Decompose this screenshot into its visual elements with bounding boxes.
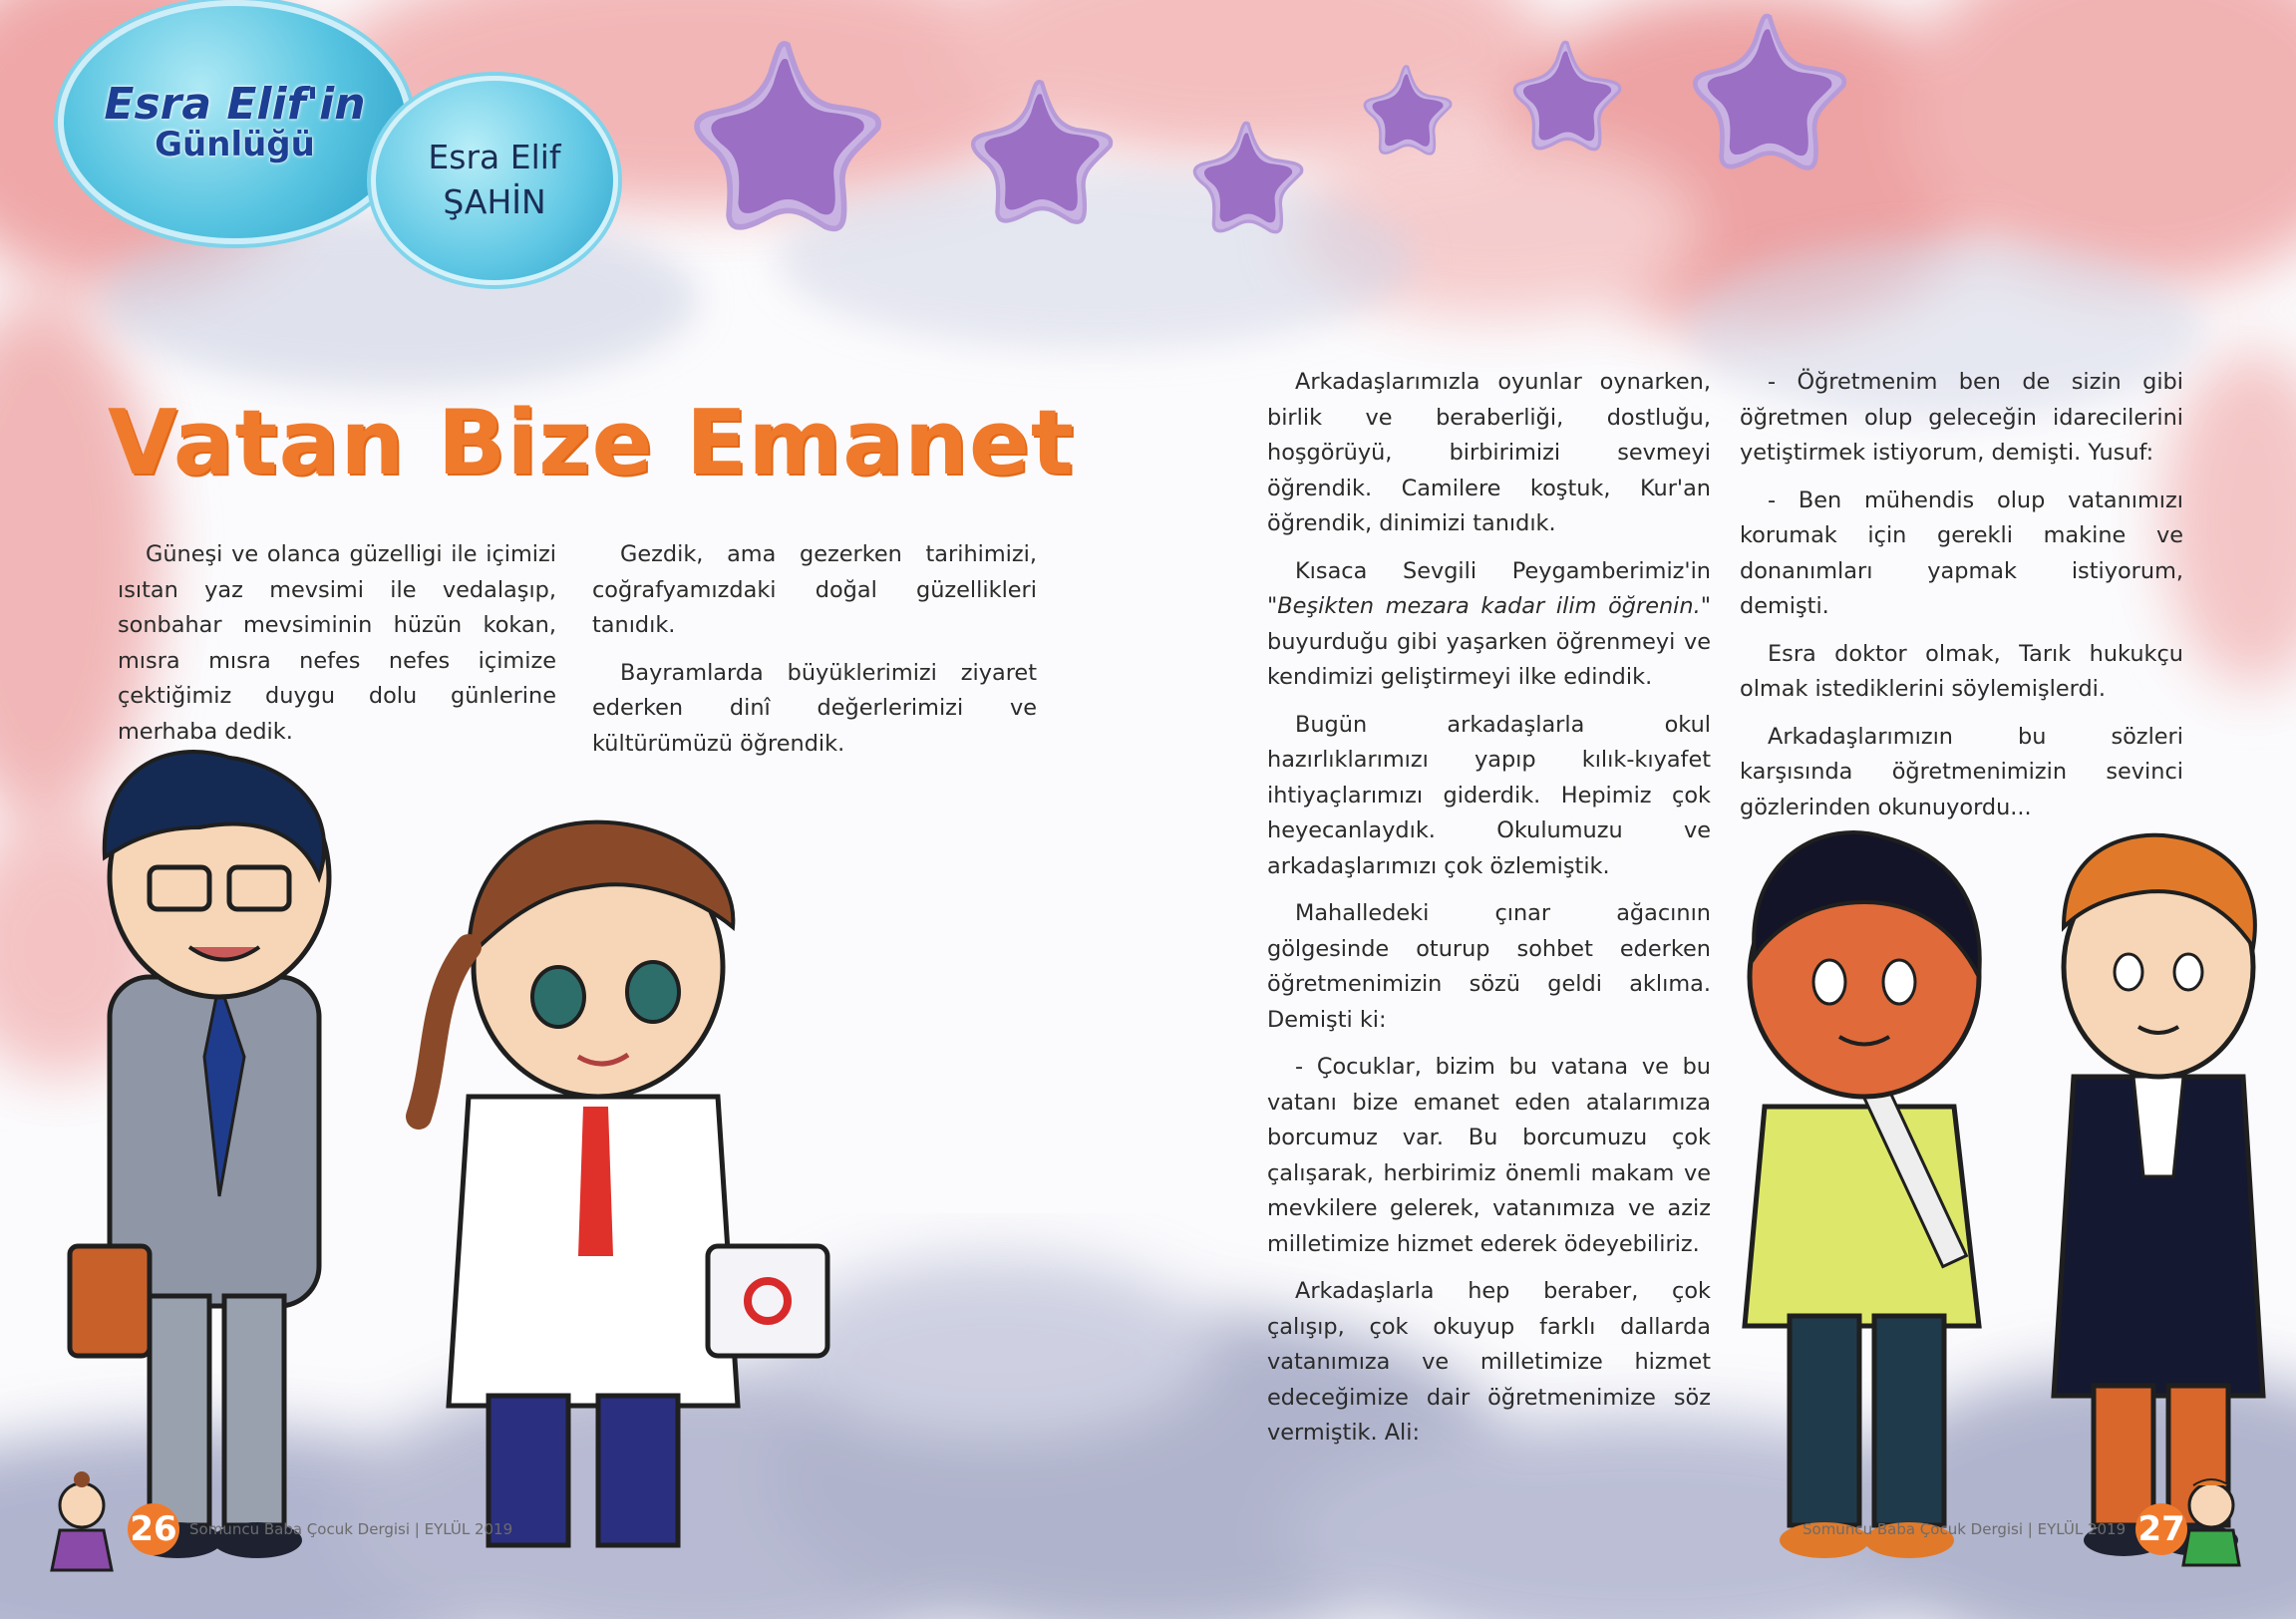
text-column-2 <box>592 537 1037 774</box>
doctor-illustration <box>419 822 827 1545</box>
author-surname: ŞAHİN <box>443 182 546 221</box>
paragraph: Bugün arkadaşlarla okul hazırlıklarımızı yapıp kılık-kıyafet ihtiyaçlarımızı giderdik. Hepimiz çok heyecanlaydık. Okulumuzu ve arkadaşlarımızı çok özlemiştik. <box>1267 711 1711 879</box>
paragraph: Arkadaşlarımızın bu sözleri karşısında öğretmenimizin sevinci gözlerinden okunuyordu... <box>1740 723 2183 820</box>
page-number-right: 27 <box>2135 1503 2187 1555</box>
badge-title-line1: Esra Elif'in <box>104 78 366 130</box>
text-column-3 <box>1267 365 1711 1463</box>
page-number-left: 26 <box>128 1503 179 1555</box>
paragraph: Arkadaşlarımızla oyunlar oynarken, birlik ve beraberliği, dostluğu, hoşgörüyü, birbirimizi sevmeyi öğrendik. Camilere koştuk, Kur'an öğrendik, dinimizi tanıdık. <box>1267 369 1711 536</box>
paragraph: Mahalledeki çınar ağacının gölgesinde oturup sohbet ederken öğretmenimizin sözü geldi aklıma. Demişti ki: <box>1267 900 1711 1033</box>
paragraph-text: buyurduğu gibi yaşarken öğrenmeyi ve kendimizi geliştirmeyi ilke edindik. <box>1267 628 1711 690</box>
teacher-illustration <box>70 752 329 1558</box>
article-title: Vatan Bize Emanet <box>108 391 1075 495</box>
text-column-1 <box>118 537 556 762</box>
badge-title-line2: Günlüğü <box>155 124 315 164</box>
mascot-girl-icon <box>52 1471 112 1570</box>
paragraph: Esra doktor olmak, Tarık hukukçu olmak istediklerini söylemişlerdi. <box>1740 640 2183 702</box>
paragraph: Arkadaşlarla hep beraber, çok çalışıp, çok okuyup farklı dallarda vatanımıza ve milletimize hizmet edeceğimize dair öğretmenimize söz vermiştik. Ali: <box>1267 1278 1711 1446</box>
author-name: Esra Elif <box>428 138 561 177</box>
paragraph-text: Kısaca Sevgili Peygamberimiz'in <box>1295 557 1711 584</box>
engineer-illustration <box>1745 832 1980 1558</box>
text-column-4 <box>1740 365 2183 837</box>
footer-right <box>1793 1509 2187 1549</box>
paragraph: - Ben mühendis olup vatanımızı korumak için gerekli makine ve donanımları yapmak istiyorum, demişti. <box>1740 486 2183 619</box>
paragraph: Güneşi ve olanca güzelligi ile içimizi ısıtan yaz mevsimi ile vedalaşıp, sonbahar mevsiminin hüzün kokan, mısra mısra nefes nefes içimize çektiğimiz duygu dolu günlerine merhaba dedik. <box>118 541 556 745</box>
footer-left <box>128 1509 522 1549</box>
paragraph: Gezdik, ama gezerken tarihimizi, coğrafyamızdaki doğal güzellikleri tanıdık. <box>592 541 1037 638</box>
hadith-quote: "Beşikten mezara kadar ilim öğrenin." <box>1267 593 1711 619</box>
paragraph: Bayramlarda büyüklerimizi ziyaret ederken dinî değerlerimizi ve kültürümüzü öğrendik. <box>592 659 1037 757</box>
paragraph: - Öğretmenim ben de sizin gibi öğretmen olup geleceğin idarecilerini yetiştirmek istiyorum, demişti. Yusuf: <box>1740 369 2183 466</box>
footer-magazine-left: Somuncu Baba Çocuk Dergisi | EYLÜL 2019 <box>189 1520 513 1538</box>
lawyer-illustration <box>2054 835 2263 1556</box>
footer-magazine-right: Somuncu Baba Çocuk Dergisi | EYLÜL 2019 <box>1803 1520 2127 1538</box>
paragraph: - Çocuklar, bizim bu vatana ve bu vatanı bize emanet eden atalarımıza borcumuz var. Bu borcumuzu çok çalışarak, herbirimiz önemli makam ve mevkilere gelerek, vatanımıza ve aziz milletimize hizmet ederek ödeyebiliriz. <box>1267 1054 1711 1257</box>
paragraph <box>1267 554 1711 696</box>
